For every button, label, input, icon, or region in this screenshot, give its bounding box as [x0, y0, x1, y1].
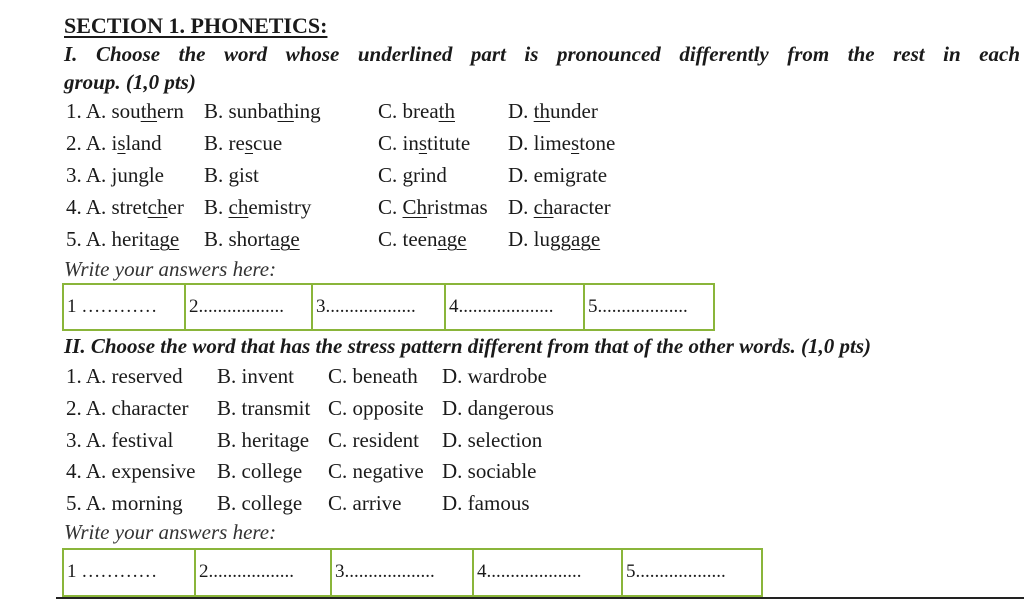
part2-q2-option-a: 2. A. character	[66, 396, 189, 420]
part2-q1-option-d: D. wardrobe	[442, 364, 547, 388]
option-text: D. lugg	[508, 227, 571, 251]
option-text: er	[167, 195, 184, 219]
part2-q4-option-a: 4. A. expensive	[66, 459, 196, 483]
option-text: B. short	[204, 227, 271, 251]
option-text: C. grind	[378, 163, 447, 187]
answer-cell-4[interactable]: 4....................	[446, 285, 585, 329]
part2-q4-option-c: C. negative	[328, 459, 424, 483]
part1-q4-option-b	[204, 195, 311, 220]
answer-cell-5[interactable]: 5...................	[626, 561, 726, 582]
part1-q1-option-b	[204, 99, 321, 124]
answer-cell-3[interactable]: 3...................	[313, 285, 446, 329]
part1-q2-option-d	[508, 131, 615, 156]
option-text: D. emigrate	[508, 163, 608, 187]
underlined-part: age	[150, 227, 180, 251]
part1-answer-box	[62, 283, 715, 331]
underlined-part: age	[571, 227, 601, 251]
part2-q1-option-b: B. invent	[217, 364, 294, 388]
part2-q1-option-c: C. beneath	[328, 364, 418, 388]
section-title: SECTION 1. PHONETICS:	[64, 13, 328, 38]
answer-cell-4[interactable]: 4....................	[474, 550, 623, 595]
option-text: B. gist	[204, 163, 259, 187]
part2-q5-option-b: B. college	[217, 491, 303, 515]
part1-q1-option-d	[508, 99, 598, 124]
part2-instruction: II. Choose the word that has the stress pattern different from that of the other words. (1,0 pts)	[64, 334, 872, 358]
underlined-part: ch	[147, 195, 168, 219]
option-text: emistry	[248, 195, 312, 219]
option-text: D.	[508, 99, 534, 123]
option-text: land	[125, 131, 162, 155]
answer-cell-3[interactable]: 3...................	[332, 550, 474, 595]
option-text: 2. A. i	[66, 131, 118, 155]
part2-q2-option-b: B. transmit	[217, 396, 311, 420]
underlined-part: s	[244, 131, 254, 155]
underlined-part: ch	[228, 195, 249, 219]
option-text: 4. A. stret	[66, 195, 148, 219]
option-text: titute	[427, 131, 471, 155]
answer-cell-2[interactable]: 2..................	[196, 550, 332, 595]
option-text: B. re	[204, 131, 245, 155]
option-text: ing	[293, 99, 321, 123]
part1-q5-option-b	[204, 227, 300, 252]
part1-q3-option-c	[378, 163, 447, 188]
underlined-part: s	[571, 131, 580, 155]
part1-q3-option-a	[66, 163, 164, 188]
option-text: 3. A. jungle	[66, 163, 164, 187]
part1-q2-option-c	[378, 131, 470, 156]
part1-instruction-line1: I. Choose the word whose underlined part is pronounced differently from the rest in each	[64, 42, 1020, 66]
option-text: cue	[253, 131, 283, 155]
part2-q3-option-b: B. heritage	[217, 428, 310, 452]
part1-q5-option-d	[508, 227, 600, 252]
part1-q1-option-c	[378, 99, 455, 124]
underlined-part: th	[533, 99, 551, 123]
part1-instruction-line2: group. (1,0 pts)	[64, 70, 196, 94]
part1-q2-option-a	[66, 131, 162, 156]
part1-q1-option-a	[66, 99, 184, 124]
part2-q5-option-d: D. famous	[442, 491, 530, 515]
option-text: 1. A. sou	[66, 99, 141, 123]
part2-q4-option-d: D. sociable	[442, 459, 537, 483]
option-text: D.	[508, 195, 534, 219]
option-text: B.	[204, 195, 229, 219]
option-text: ern	[157, 99, 184, 123]
option-text: B. sunba	[204, 99, 278, 123]
underlined-part: age	[437, 227, 467, 251]
part2-q2-option-c: C. opposite	[328, 396, 424, 420]
underlined-part: ch	[533, 195, 554, 219]
answer-cell-1[interactable]: 1 …………	[64, 285, 186, 329]
part2-q2-option-d: D. dangerous	[442, 396, 554, 420]
option-text: C. brea	[378, 99, 439, 123]
part1-q5-option-c	[378, 227, 467, 252]
part2-q1-option-a: 1. A. reserved	[66, 364, 183, 388]
part1-q4-option-c	[378, 195, 488, 220]
option-text: 5. A. herit	[66, 227, 150, 251]
option-text: D. lime	[508, 131, 571, 155]
underlined-part: Ch	[402, 195, 428, 219]
underlined-part: age	[270, 227, 300, 251]
option-text: ristmas	[427, 195, 488, 219]
option-text: C.	[378, 195, 403, 219]
option-text: C. in	[378, 131, 419, 155]
underlined-part: th	[140, 99, 158, 123]
answer-cell-1[interactable]: 1 …………	[64, 550, 196, 595]
part1-q4-option-a	[66, 195, 184, 220]
part2-q3-option-d: D. selection	[442, 428, 543, 452]
option-text: aracter	[553, 195, 611, 219]
part2-q5-option-c: C. arrive	[328, 491, 402, 515]
part2-answer-box	[62, 548, 763, 597]
underlined-part: th	[277, 99, 294, 123]
part2-q3-option-a: 3. A. festival	[66, 428, 174, 452]
answer-cell-5[interactable]: 5...................	[588, 296, 688, 317]
part2-write-label: Write your answers here:	[64, 520, 277, 544]
part2-q5-option-a: 5. A. morning	[66, 491, 183, 515]
underlined-part: s	[418, 131, 428, 155]
part1-q4-option-d	[508, 195, 611, 220]
option-text: tone	[579, 131, 616, 155]
answer-cell-2[interactable]: 2..................	[186, 285, 313, 329]
part1-q5-option-a	[66, 227, 179, 252]
part1-q3-option-b	[204, 163, 259, 188]
part2-q3-option-c: C. resident	[328, 428, 419, 452]
option-text: C. teen	[378, 227, 438, 251]
part1-write-label: Write your answers here:	[64, 257, 277, 281]
bottom-divider	[56, 597, 1024, 599]
underlined-part: th	[438, 99, 455, 123]
part1-q2-option-b	[204, 131, 282, 156]
option-text: under	[550, 99, 598, 123]
underlined-part: s	[117, 131, 126, 155]
part2-q4-option-b: B. college	[217, 459, 303, 483]
part1-q3-option-d	[508, 163, 607, 188]
